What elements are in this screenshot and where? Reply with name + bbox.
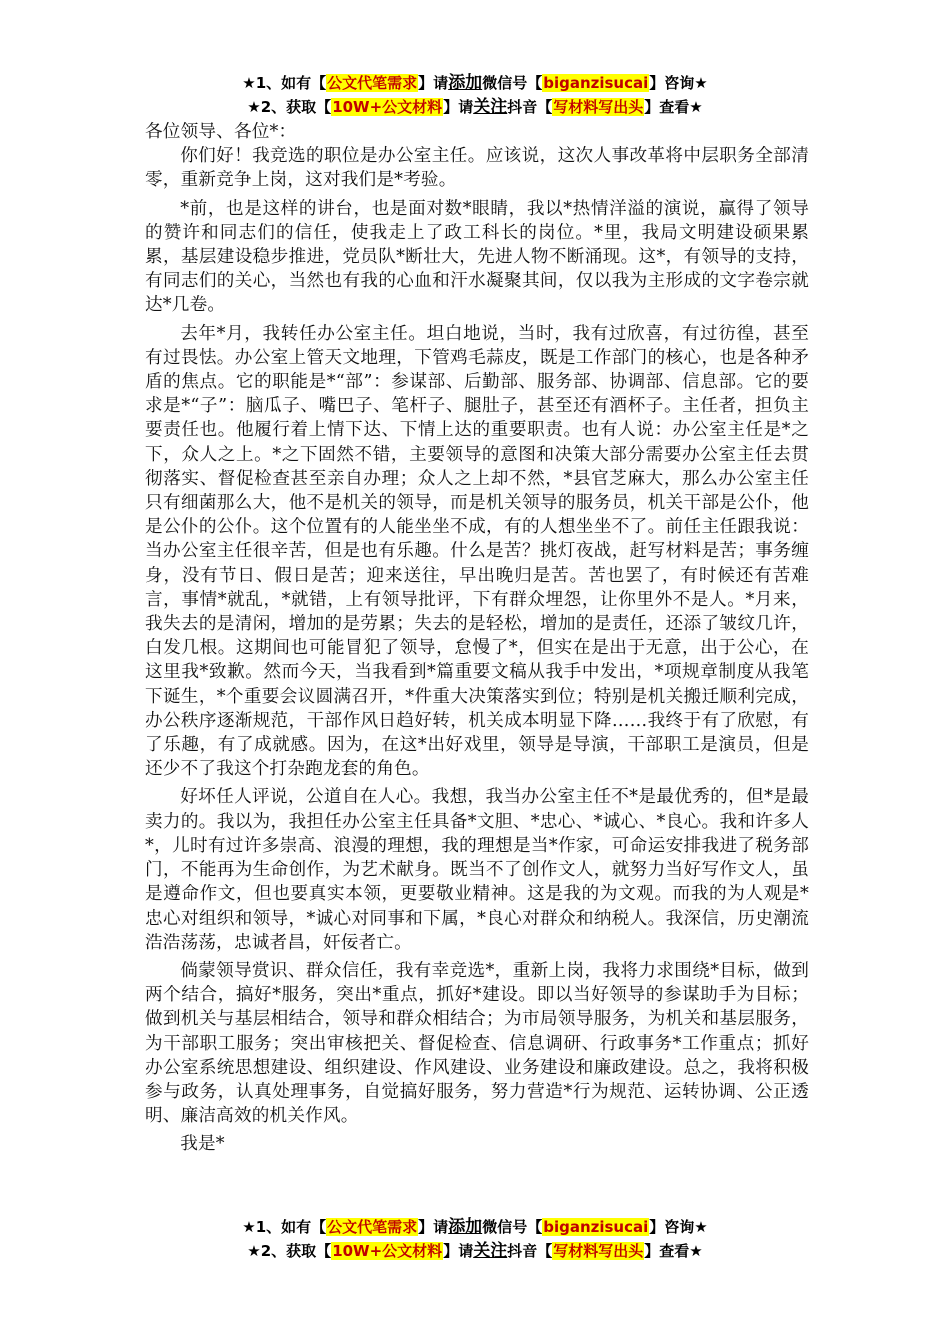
promo-line-1 — [0, 72, 950, 96]
promo-text: ★2、获取【 — [247, 98, 332, 116]
promo-text: 抖音【 — [507, 1242, 553, 1260]
promo-text: 微信号【 — [482, 1218, 543, 1236]
promo-line-1 — [0, 1216, 950, 1240]
highlight-service: 公文代笔需求 — [327, 1218, 418, 1236]
promo-text: 】咨询★ — [649, 1218, 708, 1236]
highlight-materials: 10W+公文材料 — [332, 1242, 443, 1260]
salutation: 各位领导、各位*： — [145, 122, 297, 142]
paragraph: *前，也是这样的讲台，也是面对数*眼睛，我以*热情洋溢的演说，赢得了领导的赞许和同志们的信任，使我走上了政工科长的岗位。*里，我局文明建设硕果累累，基层建设稳步推进，党员队*断壮大，先进人物不断涌现。这*，有领导的支持，有同志们的关心，当然也有我的心血和汗水凝聚其间，仅以我为主形成的文字卷宗就达*几卷。 — [145, 198, 809, 316]
promo-line-2 — [0, 96, 950, 120]
highlight-wechat-id: biganzisucai — [543, 1218, 649, 1236]
promo-text: 】请 — [418, 1218, 449, 1236]
promo-text: ★1、如有【 — [242, 1218, 327, 1236]
highlight-douyin-account: 写材料写出头 — [553, 1242, 644, 1260]
paragraph: 我是* — [180, 1134, 225, 1155]
paragraph: 去年*月，我转任办公室主任。坦白地说，当时，我有过欣喜，有过彷徨，甚至有过畏怯。办公室上管天文地理，下管鸡毛蒜皮，既是工作部门的核心，也是各种矛盾的焦点。它的职能是*“部”：参谋部、后勤部、服务部、协调部、信息部。它的要求是*“子”：脑瓜子、嘴巴子、笔杆子、腿肚子，甚至还有酒杯子。主任者，担负主要责任也。他履行着上情下达、下情上达的重要职责。也有人说：办公室主任是*之下，众人之上。*之下固然不错，主要领导的意图和决策大部分需要办公室主任去贯彻落实、督促检查甚至亲自办理；众人之上却不然，*县官芝麻大，那么办公室主任只有细菌那么大，他不是机关的领导，而是机关领导的服务员，机关干部是公仆，他是公仆的公仆。这个位置有的人能坐坐不成，有的人想坐坐不了。前任主任跟我说：当办公室主任很辛苦，但是也有乐趣。什么是苦？挑灯夜战，赶写材料是苦；事务缠身，没有节日、假日是苦；迎来送往，早出晚归是苦。苦也罢了，有时候还有苦难言，事情*就乱，*就错，上有领导批评，下有群众埋怨，让你里外不是人。*月来，我失去的是清闲，增加的是劳累；失去的是轻松，增加的是责任，还添了皱纹几许，白发几根。这期间也可能冒犯了领导，怠慢了*，但实在是出于无意，出于公心，在这里我*致歉。然而今天，当我看到*篇重要文稿从我手中发出，*项规章制度从我笔下诞生，*个重要会议圆满召开，*件重大决策落实到位；特别是机关搬迁顺利完成，办公秩序逐渐规范，干部作风日趋好转，机关成本明显下降……我终于有了欣慰，有了乐趣，有了成就感。因为，在这*出好戏里，领导是导演，干部职工是演员，但是还少不了我这个打杂跑龙套的角色。 — [145, 323, 809, 780]
promo-line-2 — [0, 1240, 950, 1264]
paragraph: 倘蒙领导赏识、群众信任，我有幸竞选*，重新上岗，我将力求围绕*目标，做到两个结合，搞好*服务，突出*重点，抓好*建设。即以当好领导的参谋助手为目标；做到机关与基层相结合，领导和群众相结合；为市局领导服务，为机关和基层服务，为干部职工服务；突出审核把关、督促检查、信息调研、行政事务*工作重点；抓好办公室系统思想建设、组织建设、作风建设、业务建设和廉政建设。总之，我将积极参与政务，认真处理事务，自觉搞好服务，努力营造*行为规范、运转协调、公正透明、廉洁高效的机关作风。 — [145, 960, 809, 1127]
promo-text: ★1、如有【 — [242, 74, 327, 92]
document-body — [145, 120, 809, 1157]
emphasis-text: 关注 — [473, 1241, 508, 1261]
paragraph: 好坏任人评说，公道自在人心。我想，我当办公室主任不*是最优秀的，但*是最卖力的。我以为，我担任办公室主任具备*文胆、*忠心、*诚心、*良心。我和许多人*，儿时有过许多崇高、浪漫的理想，我的理想是当*作家，可命运安排我进了税务部门，不能再为生命创作，为艺术献身。既当不了创作文人，就努力当好写作文人，虽是遵命作文，但也要真实本领，更要敬业精神。这是我的为文观。而我的为人观是*忠心对组织和领导，*诚心对同事和下属，*良心对群众和纳税人。我深信，历史潮流浩浩荡荡，忠诚者昌，奸佞者亡。 — [145, 787, 809, 953]
highlight-materials: 10W+公文材料 — [332, 98, 443, 116]
highlight-wechat-id: biganzisucai — [543, 74, 649, 92]
emphasis-text: 关注 — [473, 97, 508, 117]
promo-text: 】查看★ — [644, 98, 703, 116]
promo-text: 】请 — [443, 1242, 474, 1260]
highlight-service: 公文代笔需求 — [327, 74, 418, 92]
emphasis-text: 添加 — [448, 73, 483, 93]
promo-text: 抖音【 — [507, 98, 553, 116]
emphasis-text: 添加 — [448, 1217, 483, 1237]
promo-text: 】请 — [443, 98, 474, 116]
promo-footer — [0, 1216, 950, 1264]
promo-text: 微信号【 — [482, 74, 543, 92]
promo-text: 】咨询★ — [649, 74, 708, 92]
promo-header — [0, 72, 950, 120]
highlight-douyin-account: 写材料写出头 — [553, 98, 644, 116]
promo-text: 】请 — [418, 74, 449, 92]
promo-text: ★2、获取【 — [247, 1242, 332, 1260]
promo-text: 】查看★ — [644, 1242, 703, 1260]
paragraph: 你们好！我竞选的职位是办公室主任。应该说，这次人事改革将中层职务全部清零，重新竞争上岗，这对我们是*考验。 — [145, 146, 809, 191]
